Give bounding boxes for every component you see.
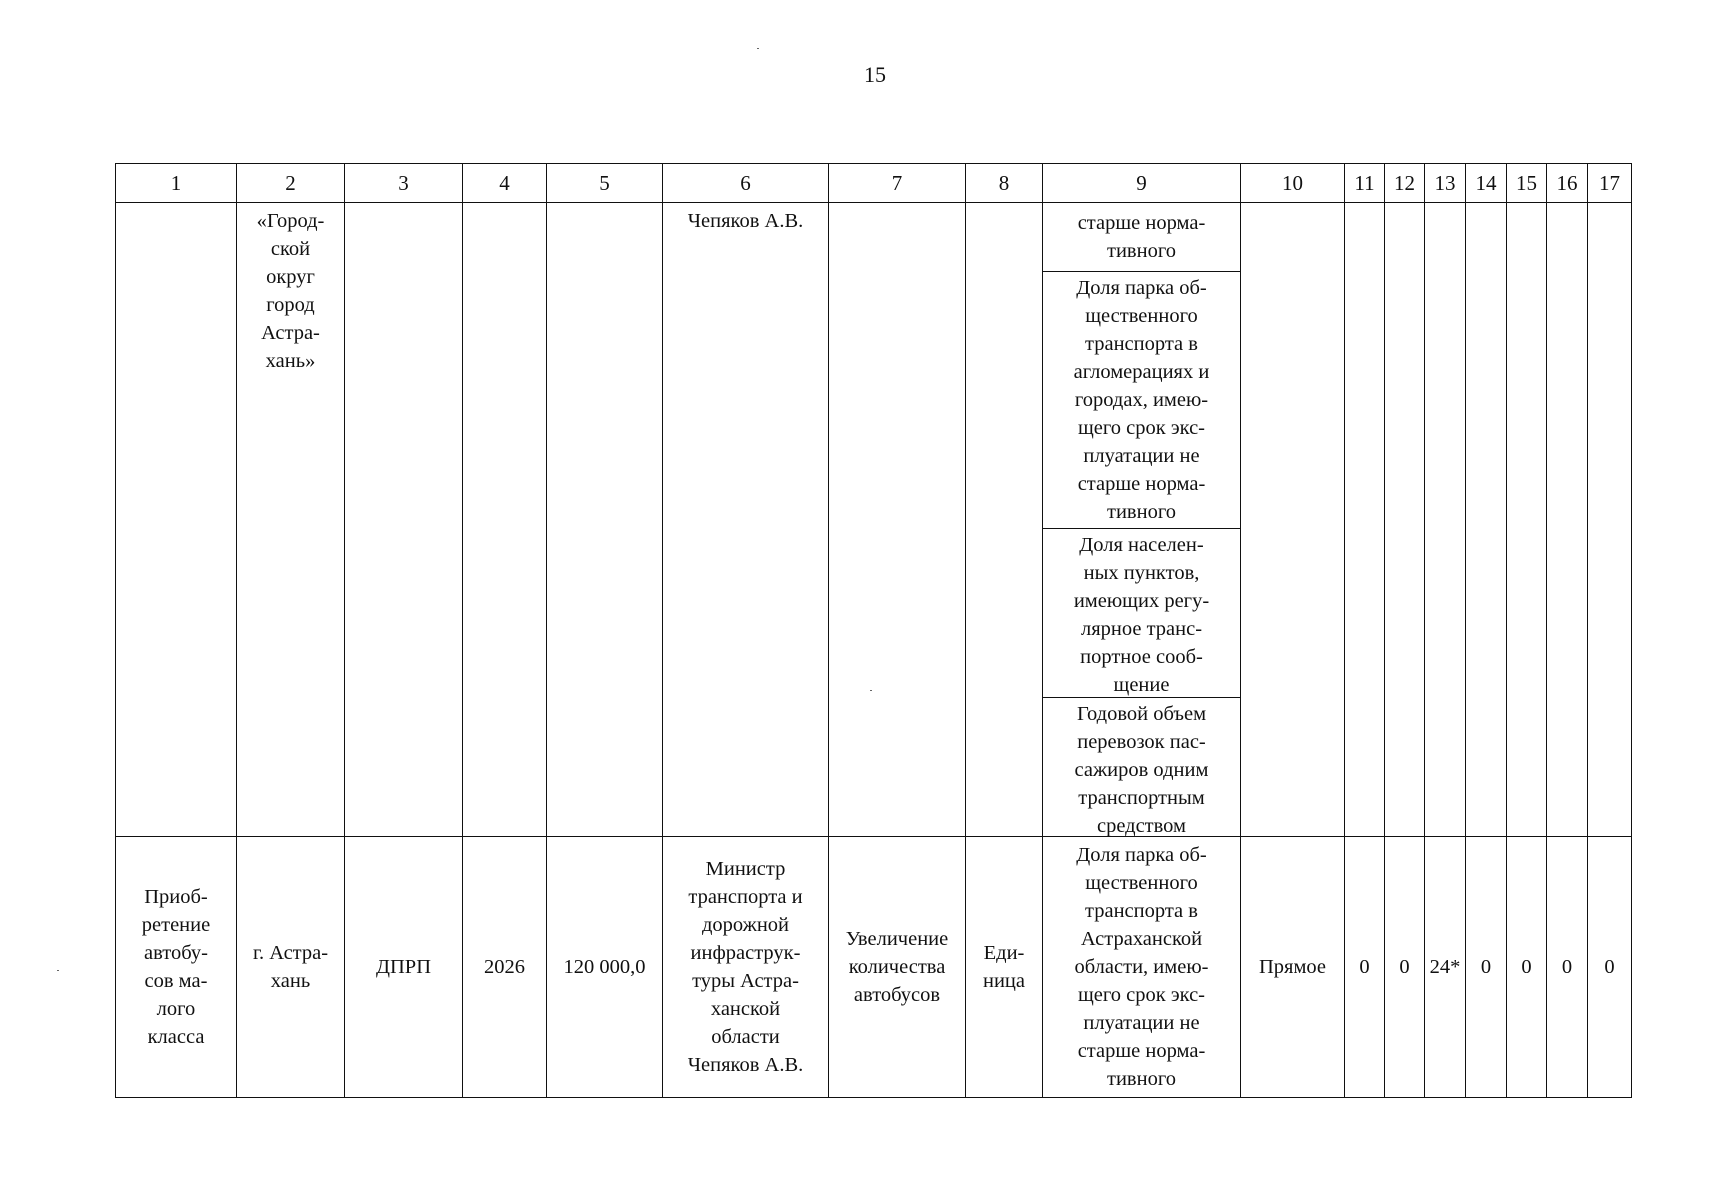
cell-empty xyxy=(1345,203,1385,837)
column-number: 11 xyxy=(1345,164,1385,203)
table-header-row xyxy=(116,164,1632,203)
cell-empty xyxy=(1241,203,1345,837)
value-cell: 0 xyxy=(1547,837,1588,1098)
cell-empty xyxy=(966,203,1043,837)
column-number: 13 xyxy=(1425,164,1466,203)
municipality-cell: «Город- ской округ город Астра- хань» xyxy=(237,203,345,837)
value-cell: 0 xyxy=(1507,837,1547,1098)
cell-empty xyxy=(1425,203,1466,837)
unit-cell: Еди- ница xyxy=(966,837,1043,1098)
program-cell: ДПРП xyxy=(345,837,463,1098)
cell-empty xyxy=(345,203,463,837)
amount-cell: 120 000,0 xyxy=(547,837,663,1098)
cell-empty xyxy=(829,203,966,837)
value-cell: 0 xyxy=(1345,837,1385,1098)
column-number: 12 xyxy=(1385,164,1425,203)
scan-speck xyxy=(57,970,59,971)
indicator-item: Доля парка об- щественного транспорта в агломерациях и городах, имею- щего срок экс- плуатации не старше норма- тивного xyxy=(1043,272,1240,529)
column-number: 14 xyxy=(1466,164,1507,203)
column-number: 16 xyxy=(1547,164,1588,203)
cell-empty xyxy=(1588,203,1632,837)
column-number: 4 xyxy=(463,164,547,203)
event-name-cell: Приоб- ретение автобу- сов ма- лого класса xyxy=(116,837,237,1098)
column-number: 2 xyxy=(237,164,345,203)
column-number: 17 xyxy=(1588,164,1632,203)
influence-type-cell: Прямое xyxy=(1241,837,1345,1098)
column-number: 15 xyxy=(1507,164,1547,203)
indicator-item: Годовой объем перевозок пас- сажиров одним транспортным средством xyxy=(1074,703,1209,837)
responsible-cell: Чепяков А.В. xyxy=(663,203,829,837)
scan-speck xyxy=(757,48,759,49)
value-cell: 0 xyxy=(1385,837,1425,1098)
value-cell: 0 xyxy=(1466,837,1507,1098)
data-table xyxy=(115,163,1632,1098)
value-cell: 0 xyxy=(1588,837,1632,1098)
cell-empty xyxy=(1466,203,1507,837)
cell-empty xyxy=(463,203,547,837)
indicator-item: Доля населен- ных пунктов, имеющих регу- лярное транс- портное сооб- щение xyxy=(1043,529,1240,698)
table-row xyxy=(116,837,1632,1098)
cell-empty xyxy=(1547,203,1588,837)
year-cell: 2026 xyxy=(463,837,547,1098)
cell-empty xyxy=(116,203,237,837)
responsible-cell: Министр транспорта и дорожной инфраструк- туры Астра- ханской области Чепяков А.В. xyxy=(663,837,829,1098)
column-number: 5 xyxy=(547,164,663,203)
indicator-cell: Доля парка об- щественного транспорта в Астраханской области, имею- щего срок экс- плуатации не старше норма- тивного xyxy=(1043,837,1241,1098)
result-cell: Увеличение количества автобусов xyxy=(829,837,966,1098)
column-number: 8 xyxy=(966,164,1043,203)
page-number: 15 xyxy=(864,62,886,87)
column-number: 9 xyxy=(1043,164,1241,203)
cell-empty xyxy=(1507,203,1547,837)
table-row-continuation xyxy=(116,203,1632,837)
cell-empty xyxy=(547,203,663,837)
column-number: 1 xyxy=(116,164,237,203)
column-number: 6 xyxy=(663,164,829,203)
column-number: 3 xyxy=(345,164,463,203)
column-number: 10 xyxy=(1241,164,1345,203)
indicators-cell xyxy=(1043,203,1241,837)
value-cell: 24* xyxy=(1425,837,1466,1098)
cell-empty xyxy=(1385,203,1425,837)
municipality-cell: г. Астра- хань xyxy=(237,837,345,1098)
indicator-item: старше норма- тивного xyxy=(1043,203,1240,272)
column-number: 7 xyxy=(829,164,966,203)
